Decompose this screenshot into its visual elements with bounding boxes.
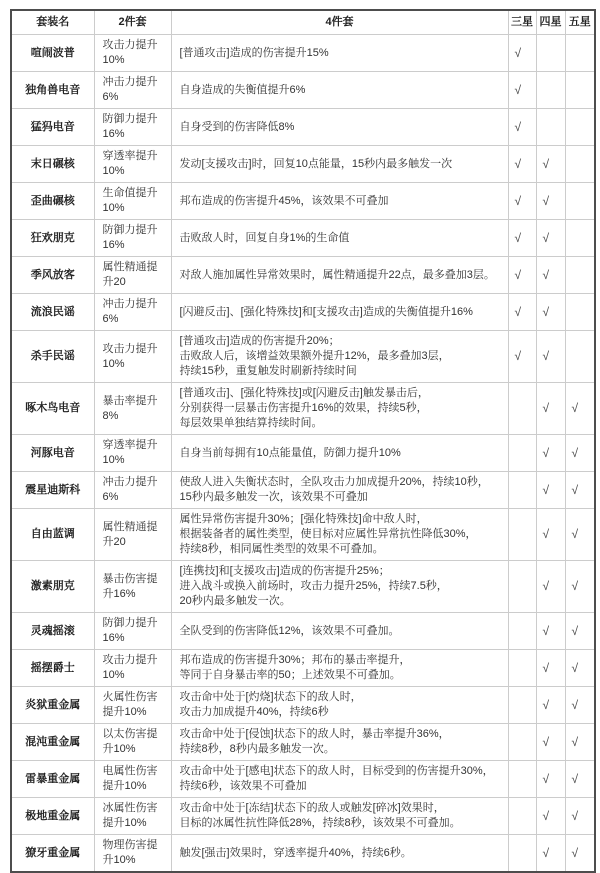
set-name: 流浪民谣 <box>11 294 94 331</box>
two-piece-effect: 暴击伤害提升16% <box>94 561 171 613</box>
column-header-two-piece: 2件套 <box>94 10 171 35</box>
four-piece-effect: 攻击命中处于[灼烧]状态下的敌人时， 攻击力加成提升40%，持续6秒 <box>171 687 508 724</box>
two-piece-effect: 冲击力提升6% <box>94 72 171 109</box>
two-piece-effect: 属性精通提升20 <box>94 257 171 294</box>
five-star-check <box>565 331 595 383</box>
four-piece-effect: 自身当前每拥有10点能量值，防御力提升10% <box>171 435 508 472</box>
two-piece-effect: 生命值提升10% <box>94 183 171 220</box>
two-piece-effect: 火属性伤害提升10% <box>94 687 171 724</box>
column-header-four-piece: 4件套 <box>171 10 508 35</box>
five-star-check: √ <box>565 383 595 435</box>
five-star-check: √ <box>565 561 595 613</box>
two-piece-effect: 防御力提升16% <box>94 109 171 146</box>
two-piece-effect: 冲击力提升6% <box>94 472 171 509</box>
three-star-check: √ <box>508 146 536 183</box>
table-row <box>11 761 595 798</box>
four-piece-effect: 使敌人进入失衡状态时，全队攻击力加成提升20%，持续10秒， 15秒内最多触发一次，该效果不可叠加 <box>171 472 508 509</box>
two-piece-effect: 攻击力提升10% <box>94 35 171 72</box>
column-header-set-name: 套装名 <box>11 10 94 35</box>
four-piece-effect: 自身受到的伤害降低8% <box>171 109 508 146</box>
five-star-check <box>565 220 595 257</box>
table-row <box>11 472 595 509</box>
two-piece-effect: 暴击率提升8% <box>94 383 171 435</box>
set-name: 自由蓝调 <box>11 509 94 561</box>
table-row <box>11 435 595 472</box>
set-name: 灵魂摇滚 <box>11 613 94 650</box>
column-header-five-star: 五星 <box>565 10 595 35</box>
five-star-check <box>565 294 595 331</box>
four-piece-effect: 全队受到的伤害降低12%，该效果不可叠加。 <box>171 613 508 650</box>
table-row <box>11 72 595 109</box>
four-star-check: √ <box>536 435 565 472</box>
two-piece-effect: 穿透率提升10% <box>94 435 171 472</box>
three-star-check <box>508 724 536 761</box>
three-star-check: √ <box>508 331 536 383</box>
four-star-check: √ <box>536 331 565 383</box>
four-star-check: √ <box>536 220 565 257</box>
four-star-check: √ <box>536 472 565 509</box>
three-star-check <box>508 509 536 561</box>
three-star-check: √ <box>508 35 536 72</box>
table-row <box>11 798 595 835</box>
four-star-check: √ <box>536 724 565 761</box>
set-name: 獠牙重金属 <box>11 835 94 873</box>
five-star-check: √ <box>565 613 595 650</box>
table-row <box>11 561 595 613</box>
set-name: 喧闹波普 <box>11 35 94 72</box>
four-piece-effect: 自身造成的失衡值提升6% <box>171 72 508 109</box>
column-header-three-star: 三星 <box>508 10 536 35</box>
four-piece-effect: 触发[强击]效果时，穿透率提升40%，持续6秒。 <box>171 835 508 873</box>
table-row <box>11 650 595 687</box>
two-piece-effect: 防御力提升16% <box>94 220 171 257</box>
four-piece-effect: [普通攻击]、[强化特殊技]或[闪避反击]触发暴击后， 分别获得一层暴击伤害提升16%的效果，持续5秒， 每层效果单独结算持续时间。 <box>171 383 508 435</box>
three-star-check <box>508 798 536 835</box>
set-name: 杀手民谣 <box>11 331 94 383</box>
three-star-check <box>508 650 536 687</box>
five-star-check: √ <box>565 761 595 798</box>
five-star-check <box>565 35 595 72</box>
table-row <box>11 613 595 650</box>
five-star-check: √ <box>565 509 595 561</box>
three-star-check: √ <box>508 220 536 257</box>
four-piece-effect: 对敌人施加属性异常效果时，属性精通提升22点，最多叠加3层。 <box>171 257 508 294</box>
set-name: 激素朋克 <box>11 561 94 613</box>
five-star-check: √ <box>565 835 595 873</box>
two-piece-effect: 属性精通提升20 <box>94 509 171 561</box>
three-star-check: √ <box>508 257 536 294</box>
four-star-check: √ <box>536 798 565 835</box>
table-row <box>11 220 595 257</box>
three-star-check <box>508 835 536 873</box>
five-star-check: √ <box>565 724 595 761</box>
four-piece-effect: 邦布造成的伤害提升45%，该效果不可叠加 <box>171 183 508 220</box>
five-star-check: √ <box>565 798 595 835</box>
four-star-check: √ <box>536 257 565 294</box>
four-piece-effect: [普通攻击]造成的伤害提升15% <box>171 35 508 72</box>
set-name: 河豚电音 <box>11 435 94 472</box>
four-piece-effect: 攻击命中处于[感电]状态下的敌人时，目标受到的伤害提升30%， 持续6秒，该效果不可叠加 <box>171 761 508 798</box>
five-star-check <box>565 109 595 146</box>
three-star-check <box>508 687 536 724</box>
four-piece-effect: 属性异常伤害提升30%；[强化特殊技]命中敌人时， 根据装备者的属性类型，使目标对应属性异常抗性降低30%， 持续8秒，相同属性类型的效果不可叠加。 <box>171 509 508 561</box>
set-name: 雷暴重金属 <box>11 761 94 798</box>
three-star-check <box>508 472 536 509</box>
set-name: 极地重金属 <box>11 798 94 835</box>
two-piece-effect: 物理伤害提升10% <box>94 835 171 873</box>
three-star-check <box>508 613 536 650</box>
three-star-check <box>508 435 536 472</box>
four-star-check: √ <box>536 650 565 687</box>
four-star-check <box>536 35 565 72</box>
set-name: 独角兽电音 <box>11 72 94 109</box>
set-name: 混沌重金属 <box>11 724 94 761</box>
four-piece-effect: 邦布造成的伤害提升30%；邦布的暴击率提升， 等同于自身暴击率的50；上述效果不可叠加。 <box>171 650 508 687</box>
table-row <box>11 331 595 383</box>
set-name: 季风放客 <box>11 257 94 294</box>
five-star-check: √ <box>565 687 595 724</box>
four-piece-effect: 攻击命中处于[侵蚀]状态下的敌人时，暴击率提升36%， 持续8秒，8秒内最多触发一次。 <box>171 724 508 761</box>
five-star-check <box>565 72 595 109</box>
four-star-check: √ <box>536 509 565 561</box>
four-star-check: √ <box>536 561 565 613</box>
header-row <box>11 10 595 35</box>
four-piece-effect: 击败敌人时，回复自身1%的生命值 <box>171 220 508 257</box>
table-row <box>11 183 595 220</box>
table-row <box>11 835 595 873</box>
set-name: 歪曲碾核 <box>11 183 94 220</box>
four-star-check: √ <box>536 183 565 220</box>
four-star-check: √ <box>536 613 565 650</box>
table-row <box>11 294 595 331</box>
set-table-body <box>11 35 595 873</box>
five-star-check <box>565 257 595 294</box>
five-star-check: √ <box>565 435 595 472</box>
four-piece-effect: [普通攻击]造成的伤害提升20%； 击败敌人后，该增益效果额外提升12%，最多叠加3层， 持续15秒，重复触发时刷新持续时间 <box>171 331 508 383</box>
set-name: 震星迪斯科 <box>11 472 94 509</box>
two-piece-effect: 攻击力提升10% <box>94 331 171 383</box>
two-piece-effect: 防御力提升16% <box>94 613 171 650</box>
set-name: 狂欢朋克 <box>11 220 94 257</box>
two-piece-effect: 电属性伤害提升10% <box>94 761 171 798</box>
two-piece-effect: 以太伤害提升10% <box>94 724 171 761</box>
table-row <box>11 109 595 146</box>
set-name: 末日碾核 <box>11 146 94 183</box>
four-star-check: √ <box>536 761 565 798</box>
four-star-check <box>536 109 565 146</box>
four-piece-effect: 攻击命中处于[冻结]状态下的敌人或触发[碎冰]效果时， 目标的冰属性抗性降低28%，持续8秒，该效果不可叠加。 <box>171 798 508 835</box>
four-star-check: √ <box>536 294 565 331</box>
four-star-check: √ <box>536 687 565 724</box>
four-piece-effect: [连携技]和[支援攻击]造成的伤害提升25%； 进入战斗或换入前场时，攻击力提升25%，持续7.5秒， 20秒内最多触发一次。 <box>171 561 508 613</box>
three-star-check: √ <box>508 183 536 220</box>
table-row <box>11 257 595 294</box>
four-piece-effect: [闪避反击]、[强化特殊技]和[支援攻击]造成的失衡值提升16% <box>171 294 508 331</box>
two-piece-effect: 冰属性伤害提升10% <box>94 798 171 835</box>
three-star-check: √ <box>508 72 536 109</box>
table-row <box>11 383 595 435</box>
equipment-set-table <box>10 9 596 873</box>
two-piece-effect: 冲击力提升6% <box>94 294 171 331</box>
five-star-check: √ <box>565 472 595 509</box>
table-row <box>11 35 595 72</box>
table-header <box>11 10 595 35</box>
table-row <box>11 146 595 183</box>
three-star-check <box>508 761 536 798</box>
three-star-check: √ <box>508 109 536 146</box>
table-row <box>11 509 595 561</box>
four-star-check: √ <box>536 146 565 183</box>
three-star-check <box>508 383 536 435</box>
set-name: 摇摆爵士 <box>11 650 94 687</box>
four-piece-effect: 发动[支援攻击]时，回复10点能量，15秒内最多触发一次 <box>171 146 508 183</box>
table-row <box>11 724 595 761</box>
four-star-check: √ <box>536 835 565 873</box>
three-star-check <box>508 561 536 613</box>
table-row <box>11 687 595 724</box>
four-star-check: √ <box>536 383 565 435</box>
two-piece-effect: 穿透率提升10% <box>94 146 171 183</box>
column-header-four-star: 四星 <box>536 10 565 35</box>
three-star-check: √ <box>508 294 536 331</box>
set-name: 炎狱重金属 <box>11 687 94 724</box>
five-star-check <box>565 183 595 220</box>
set-name: 啄木鸟电音 <box>11 383 94 435</box>
two-piece-effect: 攻击力提升10% <box>94 650 171 687</box>
four-star-check <box>536 72 565 109</box>
five-star-check <box>565 146 595 183</box>
set-name: 猛犸电音 <box>11 109 94 146</box>
five-star-check: √ <box>565 650 595 687</box>
